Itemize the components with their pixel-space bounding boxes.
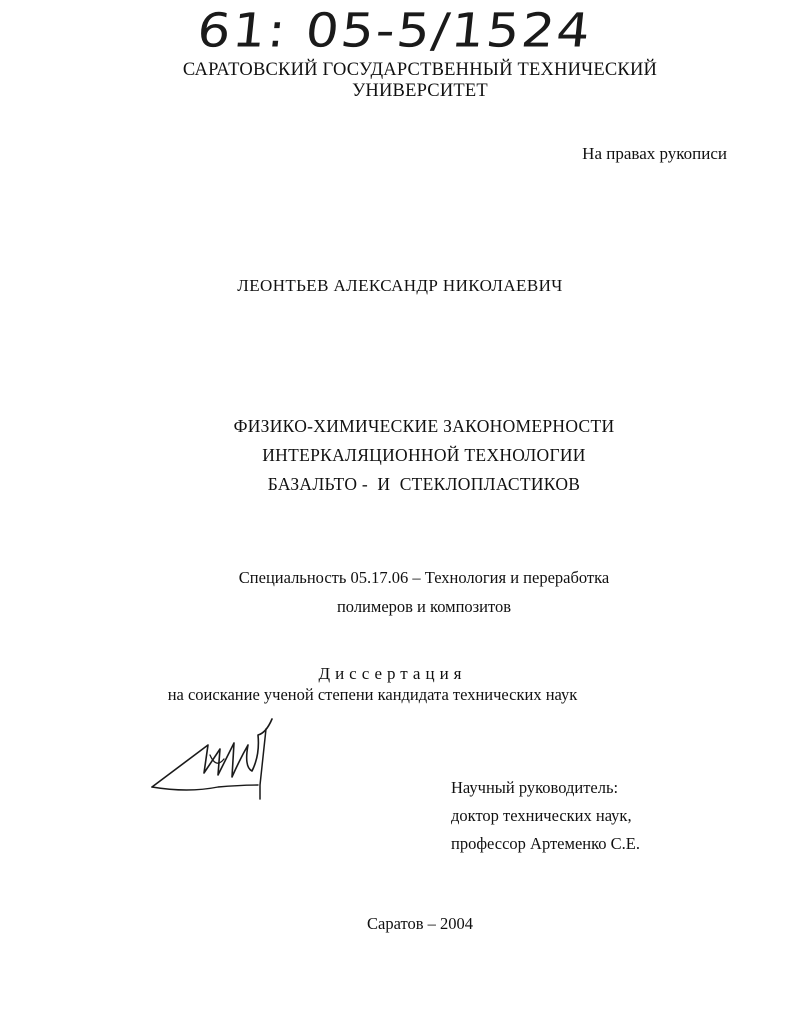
archive-code-handwritten	[194, 4, 620, 68]
manuscript-rights-note: На правах рукописи	[582, 144, 727, 163]
specialty	[120, 563, 728, 621]
signature-drawing	[148, 715, 288, 805]
university-line-1: САРАТОВСКИЙ ГОСУДАРСТВЕННЫЙ ТЕХНИЧЕСКИЙ	[182, 60, 658, 80]
scientific-supervisor	[451, 774, 771, 858]
specialty-line-1: Специальность 05.17.06 – Технология и переработка	[238, 568, 610, 587]
university-name	[120, 60, 720, 102]
supervisor-label: Научный руководитель:	[451, 778, 619, 797]
dissertation-heading: Диссертация	[318, 664, 467, 683]
author-name: ЛЕОНТЬЕВ АЛЕКСАНДР НИКОЛАЕВИЧ	[237, 276, 563, 295]
handwritten-signature	[148, 715, 288, 805]
university-line-2: УНИВЕРСИТЕТ	[352, 81, 488, 101]
degree-description: на соискание ученой степени кандидата технических наук	[167, 685, 578, 704]
supervisor-name: профессор Артеменко С.Е.	[451, 834, 640, 853]
specialty-line-2: полимеров и композитов	[336, 597, 512, 616]
title-line-2: ИНТЕРКАЛЯЦИОННОЙ ТЕХНОЛОГИИ	[262, 445, 586, 465]
title-line-1: ФИЗИКО-ХИМИЧЕСКИЕ ЗАКОНОМЕРНОСТИ	[233, 416, 615, 436]
archive-code-text: 61: 05-5/1524	[194, 4, 595, 59]
dissertation-title	[120, 412, 728, 499]
title-line-3: БАЗАЛЬТО - И СТЕКЛОПЛАСТИКОВ	[267, 474, 581, 494]
supervisor-degree: доктор технических наук,	[451, 806, 632, 825]
city-year: Саратов – 2004	[366, 914, 473, 933]
